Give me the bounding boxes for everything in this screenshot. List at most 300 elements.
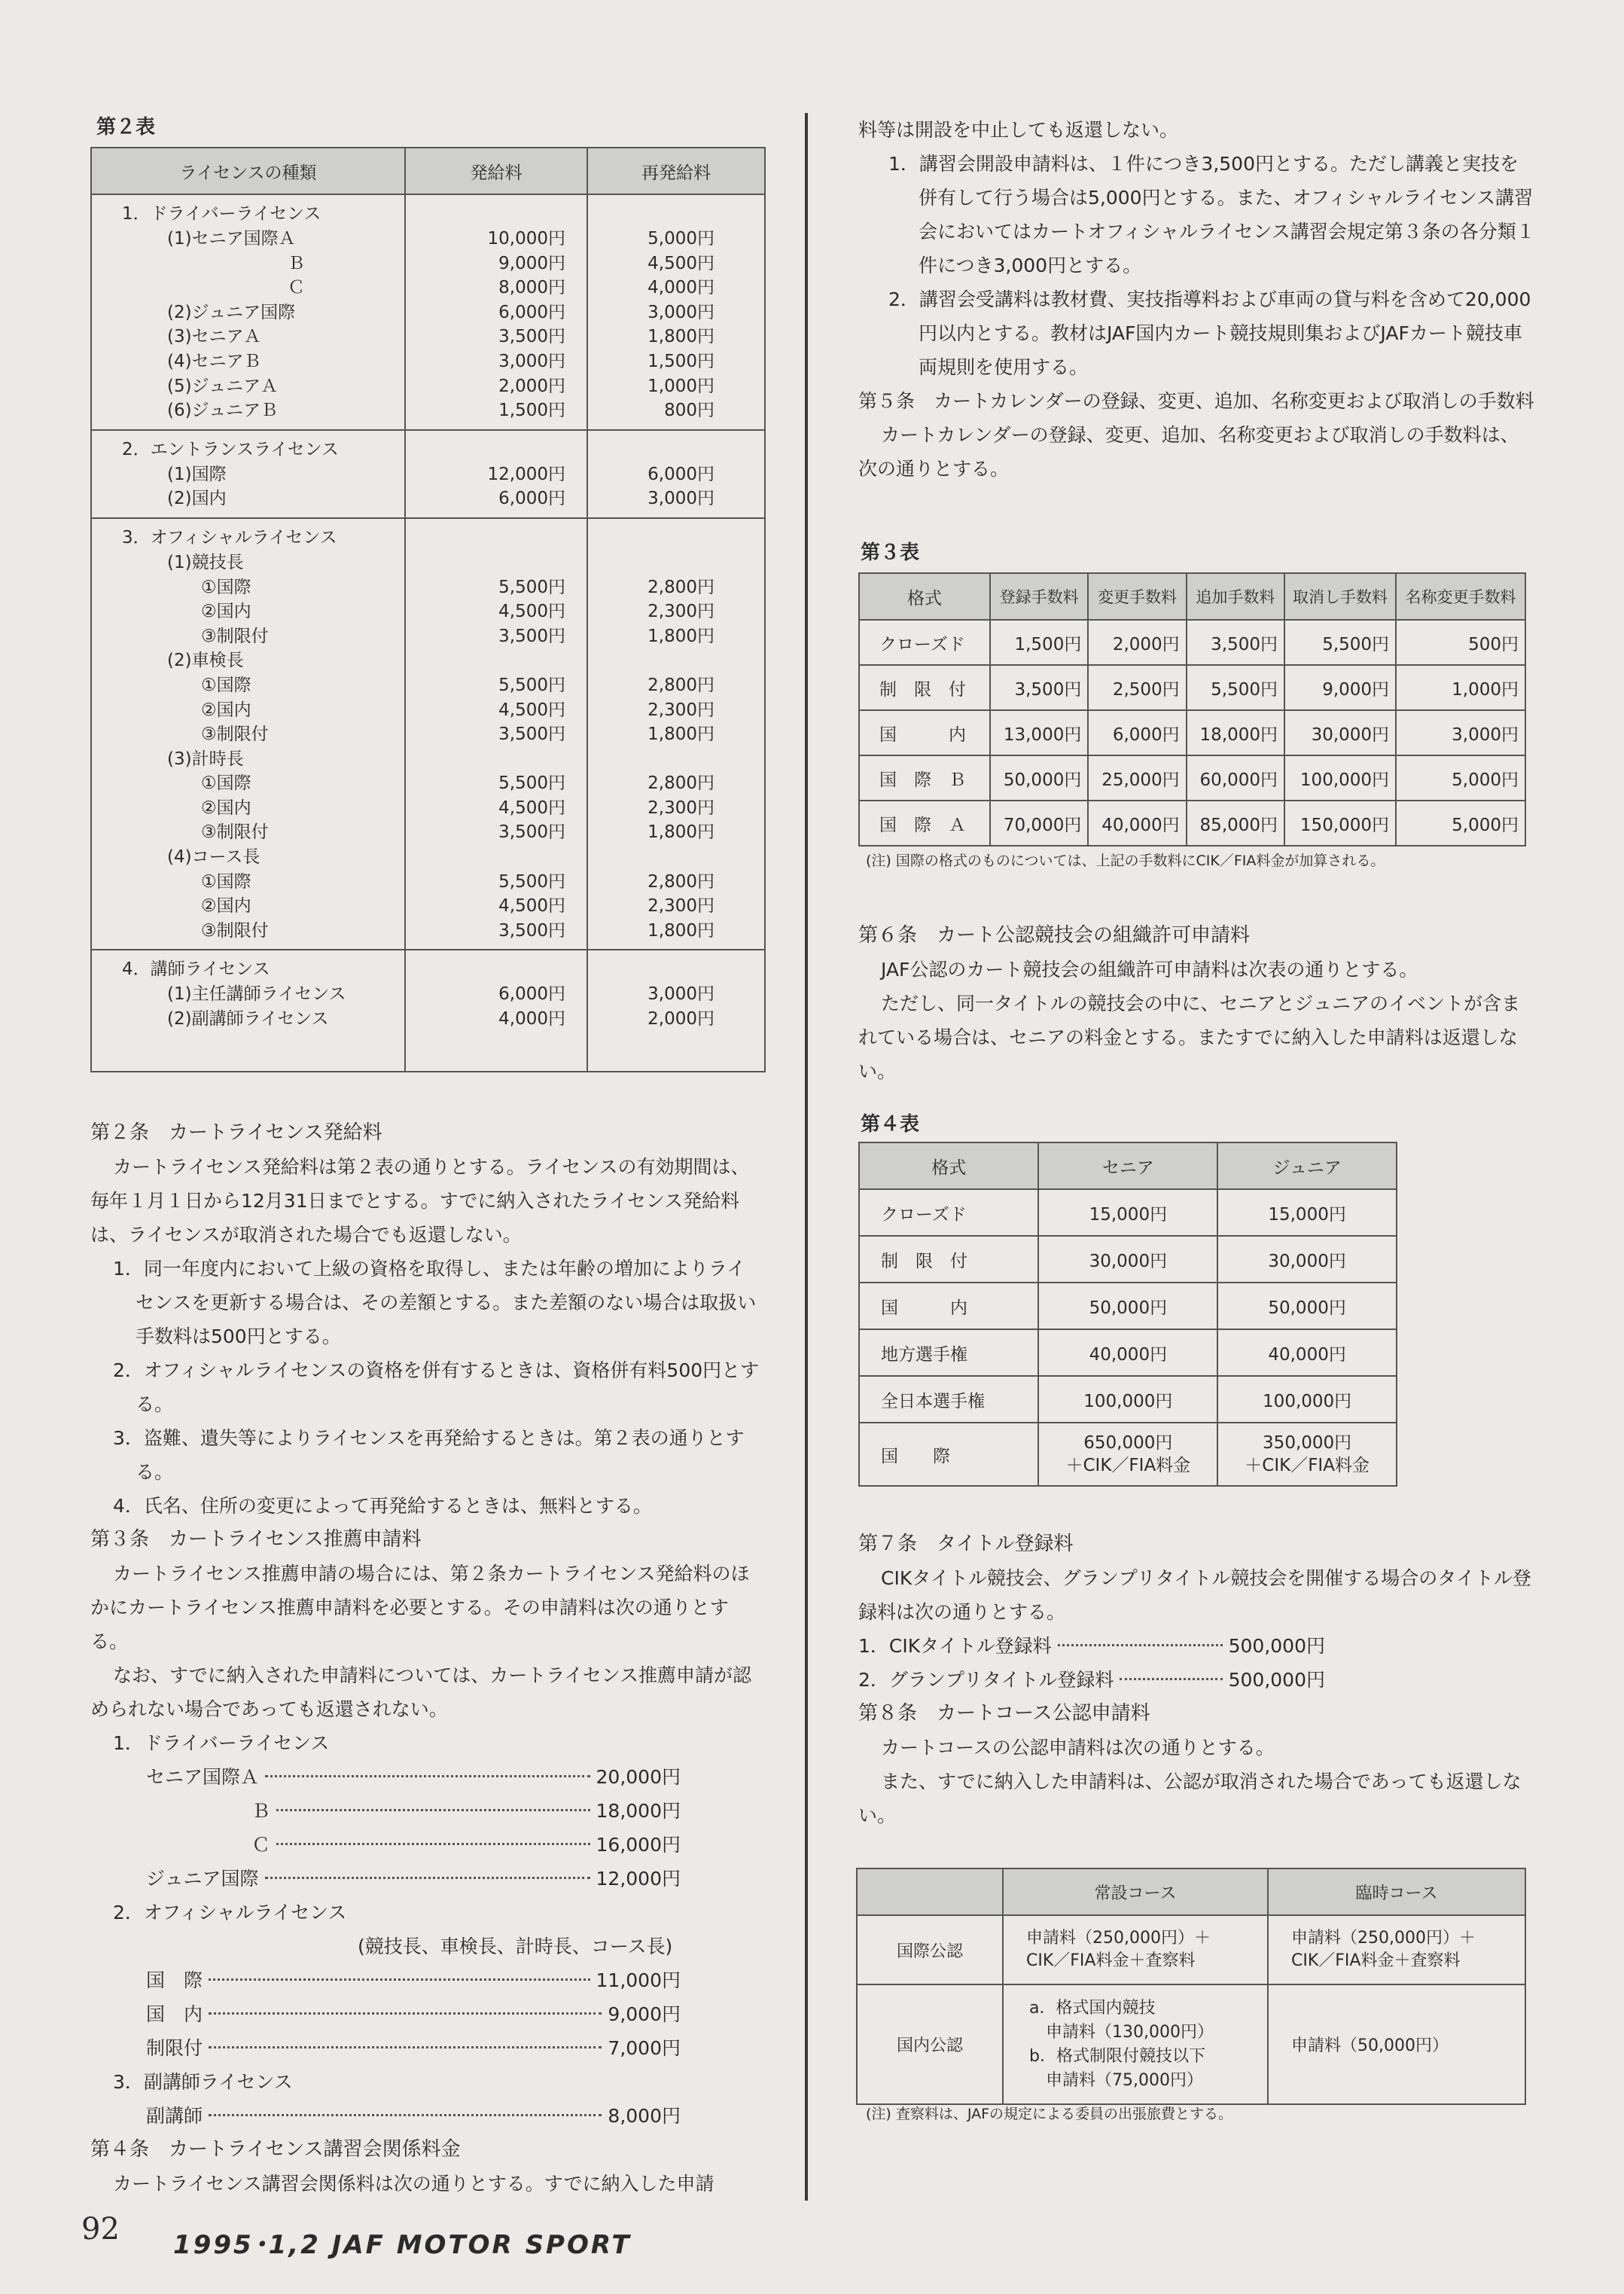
table2-row: [92, 227, 764, 252]
table3-cell: 60,000円: [1187, 755, 1284, 801]
table3-cell: 3,500円: [1187, 620, 1284, 665]
table2-row-refee: [587, 747, 764, 772]
table2-row-refee: 2,300円: [647, 602, 714, 622]
table2-row: [92, 325, 764, 349]
table2-row: [92, 276, 764, 300]
table5-header: [857, 1868, 1525, 1915]
table2-row-name: ①国際: [201, 577, 251, 597]
table2-row: [92, 673, 764, 698]
table3-row: [859, 801, 1525, 846]
fee-row-value: 9,000円: [608, 2003, 681, 2025]
fee-row-leader: [209, 2046, 602, 2048]
table2-row-refee: 4,500円: [647, 253, 714, 273]
table3-header: [859, 573, 1525, 620]
table2-row-name: ②国内: [201, 896, 251, 917]
fee-row-label: 制限付: [146, 2037, 203, 2059]
table3-body: [859, 620, 1525, 846]
table3-header-cell: 格式: [859, 573, 990, 620]
table2-row-fee: [404, 551, 587, 575]
table2: [90, 147, 766, 1072]
table5-international-permanent: [1003, 1915, 1268, 1984]
table2-row-name: ①国際: [201, 871, 251, 892]
fee-row-label: 国 内: [146, 2003, 203, 2025]
table5-dom-perm-line4: 申請料（75,000円）: [1046, 2070, 1203, 2090]
table2-row-fee: 3,500円: [498, 822, 565, 843]
article5-body: カートカレンダーの登録、変更、追加、名称変更および取消しの手数料は、次の通りとする。: [858, 424, 1519, 480]
table2-row-refee: 1,800円: [647, 920, 714, 941]
table2-row: [92, 599, 764, 624]
article6-body-1: JAF公認のカート競技会の組織許可申請料は次表の通りとする。: [881, 959, 1418, 981]
table4-row-label: 全日本選手権: [859, 1376, 1038, 1423]
table2-row-refee: 3,000円: [647, 302, 714, 322]
table2-row: [92, 462, 764, 487]
fee-row-value: 20,000円: [596, 1766, 681, 1788]
table2-row-name: (1)国際: [167, 464, 227, 484]
fee-row: [146, 2099, 681, 2133]
article2-body-text: カートライセンス発給料は第２表の通りとする。ライセンスの有効期間は、毎年１月１日から12月31日までとする。すでに納入されたライセンス発給料は、ライセンスが取消された場合でも返還しない。: [90, 1156, 750, 1246]
table2-row: [92, 982, 764, 1007]
table2-row-refee: 1,800円: [647, 725, 714, 745]
table2-row-fee: 5,500円: [498, 577, 565, 597]
fee-row-leader: [209, 2114, 602, 2116]
table2-row-refee: 3,000円: [647, 489, 714, 509]
table4-cell: 50,000円: [1217, 1283, 1397, 1329]
fee-row-label: 副講師: [146, 2105, 203, 2127]
fee-row-value: 7,000円: [608, 2037, 681, 2059]
table3-cell: 9,000円: [1284, 665, 1396, 710]
article4-item-2: 2．講習会受講料は教材費、実技指導料および車両の貸与料を含めて20,000円以内とする。教材はJAF国内カート競技規則集およびJAFカート競技車両規則を使用する。: [888, 288, 1531, 378]
fee-row-label: 国 際: [146, 1969, 203, 1991]
table2-section-title: 3．オフィシャルライセンス: [122, 527, 337, 548]
fee-row: [146, 1997, 681, 2031]
table2-row-refee: [587, 845, 764, 870]
table4-intl-senior-line2: ＋CIK／FIA料金: [1065, 1456, 1191, 1475]
article7-title: 第７条 タイトル登録料: [858, 1533, 1074, 1555]
table2-row-name: Ｂ: [288, 253, 305, 273]
table2-row: [92, 487, 764, 511]
official-license-note: (競技長、車検長、計時長、コース長): [358, 1936, 673, 1957]
table4-intl-junior-line2: ＋CIK／FIA料金: [1245, 1456, 1370, 1475]
right-column-text-top: [858, 113, 1536, 486]
table4-label: 第４表: [861, 1113, 920, 1136]
table4-row-label: クローズド: [859, 1189, 1038, 1236]
table4-intl-junior: [1217, 1423, 1397, 1486]
fee-row: [146, 1862, 681, 1896]
table2-section-title: 2．エントランスライセンス: [122, 439, 339, 459]
table2-row-fee: 5,500円: [498, 675, 565, 695]
table2-row-fee: 2,000円: [498, 376, 565, 396]
table2-row-name: (1)主任講師ライセンス: [167, 984, 346, 1005]
fee-row-leader: [276, 1843, 590, 1845]
official-license-title: 2．オフィシャルライセンス: [113, 1902, 347, 1923]
table5-header-permanent: 常設コース: [1003, 1868, 1268, 1915]
table4-row-label: 制 限 付: [859, 1236, 1038, 1283]
table2-row-name: (3)セニアＡ: [167, 327, 261, 347]
table2-row-fee: 3,500円: [498, 626, 565, 646]
table2-header-refee: 再発給料: [641, 163, 711, 183]
article4-continued: 料等は開設を中止しても返還しない。: [858, 119, 1179, 141]
article8-body-1: カートコースの公認申請料は次の通りとする。: [881, 1737, 1275, 1759]
table2-row: [92, 624, 764, 649]
table3-header-cell: 変更手数料: [1088, 573, 1186, 620]
table3-row: [859, 710, 1525, 755]
table3-row: [859, 665, 1525, 710]
table4-intl-senior-line1: 650,000円: [1083, 1433, 1173, 1453]
table2-section: [92, 431, 764, 519]
page-number: 92: [81, 2212, 120, 2247]
table2-header: [92, 148, 764, 195]
table2-row-name: (4)セニアＢ: [167, 351, 261, 371]
table5-international-temporary: [1268, 1915, 1525, 1984]
table2-row-fee: 3,500円: [498, 725, 565, 745]
table2-row: [92, 747, 764, 772]
magazine-title: 1995･1,2 JAF MOTOR SPORT: [173, 2230, 632, 2260]
table3-header-cell: 追加手数料: [1187, 573, 1284, 620]
table3-cell: 1,000円: [1396, 665, 1525, 710]
table2-header-type: ライセンスの種類: [92, 148, 406, 194]
table2-row: [92, 870, 764, 895]
table2-row-fee: 4,500円: [498, 798, 565, 818]
table3-cell: 70,000円: [990, 801, 1088, 846]
table2-header-fee: 発給料: [406, 148, 588, 194]
table2-row: [92, 722, 764, 747]
table2-row: [92, 771, 764, 796]
table2-row: [92, 551, 764, 575]
table2-row: [92, 796, 764, 821]
table2-row: [92, 374, 764, 399]
fee-row-label: 1．CIKタイトル登録料: [858, 1635, 1052, 1657]
fee-row: [146, 1794, 681, 1828]
table2-row-fee: 5,500円: [498, 773, 565, 794]
table2-row-fee: 4,500円: [498, 602, 565, 622]
article2-item-1: 1．同一年度内において上級の資格を取得し、または年齢の増加によりライセンスを更新する場合は、その差額とする。また差額のない場合は取扱い手数料は500円とする。: [113, 1258, 757, 1347]
fee-row-value: 8,000円: [608, 2105, 681, 2127]
table5-international-label: 国際公認: [857, 1915, 1003, 1984]
table3-header-cell: 名称変更手数料: [1396, 573, 1525, 620]
table3-cell: 5,500円: [1187, 665, 1284, 710]
table2-row-refee: 2,800円: [647, 773, 714, 794]
table2-row-name: (4)コース長: [167, 847, 261, 868]
table3-row: [859, 755, 1525, 801]
table4-header-cell: ジュニア: [1217, 1142, 1397, 1189]
fee-row: [146, 1963, 681, 1997]
table2-row-name: (1)セニア国際Ａ: [167, 229, 296, 249]
table3-cell: 500円: [1396, 620, 1525, 665]
table2-row-name: Ｃ: [288, 278, 305, 298]
table2-section: [92, 195, 764, 431]
table3-cell: 5,500円: [1284, 620, 1396, 665]
table2-row: [92, 648, 764, 673]
column-divider: [805, 113, 808, 2201]
table5-note: (注) 査察料は、JAFの規定による委員の出張旅費とする。: [866, 2106, 1233, 2122]
table5-intl-perm-line1: 申請料（250,000円）＋: [1026, 1929, 1211, 1948]
table3-cell: 13,000円: [990, 710, 1088, 755]
table2-row: [92, 894, 764, 919]
table2-row-refee: 6,000円: [647, 464, 714, 484]
fee-row-label: 2．グランプリタイトル登録料: [858, 1669, 1114, 1691]
sub-instructor-title: 3．副講師ライセンス: [113, 2071, 293, 2093]
table2-row-name: ①国際: [201, 675, 251, 695]
table4-header-cell: 格式: [859, 1142, 1038, 1189]
table4-row: [859, 1236, 1397, 1283]
table3-header-cell: 取消し手数料: [1284, 573, 1396, 620]
table4-row: [859, 1283, 1397, 1329]
fee-row-label: Ｂ: [251, 1800, 271, 1822]
table2-row-fee: 4,500円: [498, 896, 565, 917]
table5-domestic-temporary: 申請料（50,000円）: [1268, 1984, 1525, 2104]
table4: [858, 1142, 1397, 1487]
table3-cell: 2,500円: [1088, 665, 1186, 710]
table2-row-refee: [587, 648, 764, 673]
fee-row: [858, 1629, 1325, 1663]
table2-row-name: ③制限付: [201, 822, 269, 843]
table2-body: [92, 195, 764, 1038]
table2-section-title: 1．ドライバーライセンス: [122, 204, 321, 224]
table4-body: [859, 1189, 1397, 1486]
table3-cell: 6,000円: [1088, 710, 1186, 755]
table2-row-fee: [404, 845, 587, 870]
table2-row-name: ②国内: [201, 798, 251, 818]
table2-row-refee: 800円: [664, 401, 714, 421]
table2-row-fee: 3,500円: [498, 920, 565, 941]
table2-row-name: ③制限付: [201, 626, 269, 646]
article2-item-4: 4．氏名、住所の変更によって再発給するときは、無料とする。: [113, 1495, 652, 1517]
table2-row-name: (2)国内: [167, 489, 227, 509]
table2-row-refee: 2,300円: [647, 700, 714, 720]
article2-title: 第２条 カートライセンス発給料: [90, 1121, 382, 1144]
table4-cell: 40,000円: [1217, 1329, 1397, 1376]
article7-8-text: [858, 1527, 1536, 1832]
table2-row: [92, 398, 764, 423]
fee-row-leader: [276, 1809, 590, 1811]
table4-row: [859, 1329, 1397, 1376]
article4-body: カートライセンス講習会関係料は次の通りとする。すでに納入した申請: [113, 2173, 714, 2195]
driver-license-title: 1．ドライバーライセンス: [113, 1732, 330, 1754]
table5-intl-temp-line2: CIK／FIA料金＋査察料: [1291, 1951, 1461, 1970]
table2-row-refee: 1,800円: [647, 822, 714, 843]
table2-row-name: (2)副講師ライセンス: [167, 1009, 329, 1030]
table2-row: [92, 349, 764, 374]
table2-row-fee: 3,000円: [498, 351, 565, 371]
article8-body-2: また、すでに納入した申請料は、公認が取消された場合であっても返還しない。: [858, 1771, 1522, 1826]
table2-row-refee: 5,000円: [647, 229, 714, 249]
table4-cell: 100,000円: [1217, 1376, 1397, 1423]
fee-row-leader: [209, 2012, 602, 2015]
table2-row-fee: 5,500円: [498, 871, 565, 892]
table2-row-name: (2)ジュニア国際: [167, 302, 296, 322]
table4-cell: 15,000円: [1217, 1189, 1397, 1236]
table2-row: [92, 300, 764, 325]
table2-row-refee: 2,300円: [647, 798, 714, 818]
article5-title: 第５条 カートカレンダーの登録、変更、追加、名称変更および取消しの手数料: [858, 390, 1534, 412]
table3-cell: 30,000円: [1284, 710, 1396, 755]
table3-header-cell: 登録手数料: [990, 573, 1088, 620]
table2-row-refee: [587, 551, 764, 575]
fee-row-leader: [1058, 1644, 1223, 1646]
table3-cell: 150,000円: [1284, 801, 1396, 846]
table2-row-name: ①国際: [201, 773, 251, 794]
fee-row-leader: [209, 1978, 590, 1981]
fee-row-value: 11,000円: [596, 1969, 681, 1991]
fee-row-label: セニア国際Ａ: [146, 1766, 260, 1788]
table2-row: [92, 575, 764, 600]
table4-cell: 30,000円: [1217, 1236, 1397, 1283]
table2-row-refee: 1,500円: [647, 351, 714, 371]
table2-row-name: (6)ジュニアＢ: [167, 401, 279, 421]
fee-row-value: 500,000円: [1228, 1669, 1325, 1691]
table2-row-fee: 8,000円: [498, 278, 565, 298]
table2-row-refee: 2,800円: [647, 871, 714, 892]
table2-row: [92, 698, 764, 723]
table5-header-blank: [857, 1868, 1003, 1915]
table4-intl-label: 国 際: [859, 1423, 1038, 1486]
table2-row-fee: 12,000円: [487, 464, 565, 484]
table3-row-label: 国 際 Ｂ: [859, 755, 990, 801]
table3-row-label: 国 際 Ａ: [859, 801, 990, 846]
table3-cell: 5,000円: [1396, 755, 1525, 801]
table5-domestic-permanent: [1003, 1984, 1268, 2104]
table2-row-name: (1)競技長: [167, 552, 244, 572]
table2-row-fee: 10,000円: [487, 229, 565, 249]
article8-title: 第８条 カートコース公認申請料: [858, 1702, 1150, 1725]
table2-row-name: ②国内: [201, 700, 251, 720]
table2-row-fee: 4,000円: [498, 1009, 565, 1030]
fee-row: [146, 1760, 681, 1794]
table2-row-name: (5)ジュニアＡ: [167, 376, 279, 396]
table2-row-fee: 6,000円: [498, 302, 565, 322]
fee-row-leader: [265, 1877, 590, 1879]
table3-cell: 50,000円: [990, 755, 1088, 801]
table3-cell: 3,000円: [1396, 710, 1525, 755]
table5-row-international: [857, 1915, 1525, 1984]
article4-item-1: 1．講習会開設申請料は、１件につき3,500円とする。ただし講義と実技を併有して行う場合は5,000円とする。また、オフィシャルライセンス講習会においてはカートオフィシャルライセンス講習会規定第３条の各分類１件につき3,000円とする。: [888, 153, 1535, 276]
table3-cell: 3,500円: [990, 665, 1088, 710]
table4-row: [859, 1376, 1397, 1423]
fee-row-leader: [265, 1775, 590, 1777]
table2-row-name: ③制限付: [201, 725, 269, 745]
table4-row-label: 国 内: [859, 1283, 1038, 1329]
table3-label: 第３表: [861, 541, 920, 564]
table2-row-refee: 1,800円: [647, 327, 714, 347]
table5: [856, 1868, 1526, 2105]
fee-row-label: ジュニア国際: [146, 1868, 259, 1890]
table5-domestic-label: 国内公認: [857, 1984, 1003, 2104]
table4-cell: 40,000円: [1038, 1329, 1217, 1376]
table2-row-refee: 2,300円: [647, 896, 714, 917]
article7-body: CIKタイトル競技会、グランプリタイトル競技会を開催する場合のタイトル登録料は次の通りとする。: [858, 1567, 1531, 1623]
fee-row-value: 18,000円: [596, 1800, 681, 1822]
title-registration-fees: [858, 1629, 1325, 1697]
table5-dom-perm-line2: 申請料（130,000円）: [1046, 2022, 1214, 2042]
table4-row: [859, 1189, 1397, 1236]
table2-row: [92, 845, 764, 870]
article2-body: [90, 1150, 763, 1252]
table2-row: [92, 820, 764, 845]
table5-row-domestic: [857, 1984, 1525, 2104]
table5-dom-perm-line1: a．格式国内競技: [1029, 1998, 1156, 2018]
table2-row-name: (3)計時長: [167, 749, 244, 769]
table2-section-title: 4．講師ライセンス: [122, 959, 270, 980]
table2-row: [92, 1007, 764, 1032]
article3-body-1: カートライセンス推薦申請の場合には、第２条カートライセンス発給料のほかにカートライセンス推薦申請料を必要とする。その申請料は次の通りとする。: [90, 1563, 750, 1652]
fee-row: [858, 1663, 1325, 1697]
table4-row-international: [859, 1423, 1397, 1486]
table4-intl-junior-line1: 350,000円: [1263, 1433, 1352, 1453]
table3-note: (注) 国際の格式のものについては、上記の手数料にCIK／FIA料金が加算される。: [866, 853, 1385, 869]
table3-cell: 2,000円: [1088, 620, 1186, 665]
driver-license-fees: [90, 1760, 681, 1896]
table3-row-label: クローズド: [859, 620, 990, 665]
left-column-text: [90, 1116, 763, 2201]
table4-header: [859, 1142, 1397, 1189]
article3-body-2: なお、すでに納入された申請料については、カートライセンス推薦申請が認められない場合であっても返還されない。: [90, 1664, 752, 1720]
article3-title: 第３条 カートライセンス推薦申請料: [90, 1528, 422, 1551]
table2-section: [92, 950, 764, 1037]
article4-title: 第４条 カートライセンス講習会関係料金: [90, 2138, 461, 2161]
table2-row-refee: 2,800円: [647, 577, 714, 597]
table3-cell: 5,000円: [1396, 801, 1525, 846]
article6-body-2: ただし、同一タイトルの競技会の中に、セニアとジュニアのイベントが含まれている場合は、セニアの料金とする。またすでに納入した申請料は返還しない。: [858, 993, 1521, 1082]
table5-intl-temp-line1: 申請料（250,000円）＋: [1291, 1929, 1476, 1948]
table2-row-fee: [404, 747, 587, 772]
fee-row-label: Ｃ: [251, 1834, 271, 1856]
table3-cell: 25,000円: [1088, 755, 1186, 801]
table4-cell: 15,000円: [1038, 1189, 1217, 1236]
table3-row-label: 国 内: [859, 710, 990, 755]
table2-row-refee: 1,800円: [647, 626, 714, 646]
table3-cell: 100,000円: [1284, 755, 1396, 801]
table2-row-refee: 3,000円: [647, 984, 714, 1005]
fee-row-value: 12,000円: [596, 1868, 681, 1890]
table2-section: [92, 519, 764, 951]
fee-row-value: 500,000円: [1228, 1635, 1325, 1657]
table4-cell: 100,000円: [1038, 1376, 1217, 1423]
table4-cell: 30,000円: [1038, 1236, 1217, 1283]
table2-row-name: (2)車検長: [167, 651, 244, 671]
table2-row-fee: 4,500円: [498, 700, 565, 720]
table2-row: [92, 919, 764, 944]
table2-col-divider-1: [404, 194, 406, 1071]
table3-cell: 40,000円: [1088, 801, 1186, 846]
table3: [858, 572, 1526, 847]
table2-row-fee: 1,500円: [498, 401, 565, 421]
table3-cell: 1,500円: [990, 620, 1088, 665]
fee-row: [146, 2031, 681, 2065]
table3-row: [859, 620, 1525, 665]
table3-row-label: 制 限 付: [859, 665, 990, 710]
article2-item-2: 2．オフィシャルライセンスの資格を併有するときは、資格併有料500円とする。: [113, 1359, 760, 1415]
table2-row-fee: 6,000円: [498, 984, 565, 1005]
table2-row-refee: 4,000円: [647, 278, 714, 298]
table5-intl-perm-line2: CIK／FIA料金＋査察料: [1026, 1951, 1196, 1970]
article2-item-3: 3．盗難、遺失等によりライセンスを再発給するときは。第２表の通りとする。: [113, 1427, 745, 1483]
table3-cell: 18,000円: [1187, 710, 1284, 755]
table2-row-refee: 2,000円: [647, 1009, 714, 1030]
table2-row-fee: 3,500円: [498, 327, 565, 347]
table4-cell: 50,000円: [1038, 1283, 1217, 1329]
table4-intl-senior: [1038, 1423, 1217, 1486]
table4-row-label: 地方選手権: [859, 1329, 1038, 1376]
table2-label: 第２表: [96, 116, 156, 139]
table2-row-refee: 1,000円: [647, 376, 714, 396]
table2-row-refee: 2,800円: [647, 675, 714, 695]
fee-row-leader: [1120, 1678, 1222, 1680]
table5-dom-perm-line3: b．格式制限付競技以下: [1029, 2046, 1205, 2066]
table2-row-fee: 9,000円: [498, 253, 565, 273]
table2-row-name: ②国内: [201, 602, 251, 622]
fee-row: [146, 1828, 681, 1862]
table4-header-cell: セニア: [1038, 1142, 1217, 1189]
